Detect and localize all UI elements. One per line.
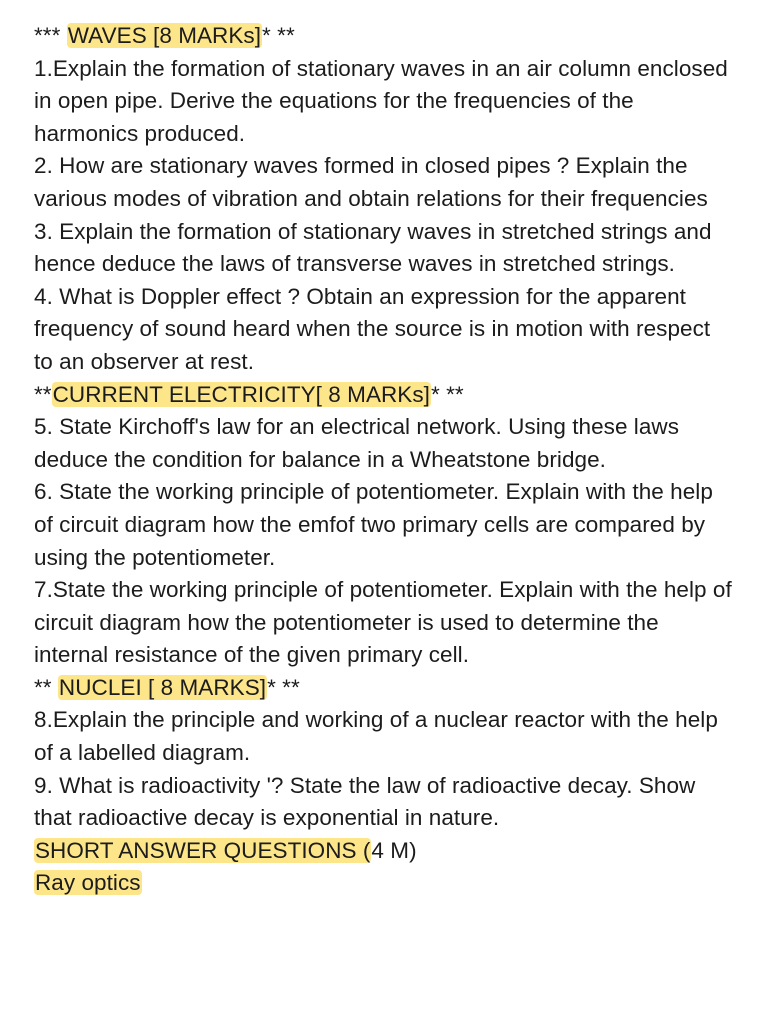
question-3: 3. Explain the formation of stationary waves in stretched strings and hence deduce the laws of transverse waves in stretched strings.	[34, 218, 712, 277]
section-heading-current-electricity	[34, 379, 734, 412]
question-2: 2. How are stationary waves formed in closed pipes ? Explain the various modes of vibration and obtain relations for their frequencies	[34, 153, 708, 211]
document-body	[34, 20, 734, 900]
question-1: 1.Explain the formation of stationary waves in an air column enclosed in open pipe. Derive the equations for the frequencies of the harmonics produced.	[34, 55, 728, 146]
subheading-ray-optics	[34, 867, 734, 900]
question-6: 6. State the working principle of potentiometer. Explain with the help of circuit diagram how the emfof two primary cells are compared by using the potentiometer.	[34, 479, 713, 570]
heading-suffix: 4 M)	[371, 837, 417, 863]
heading-title: NUCLEI [ 8 MARKS]	[58, 674, 267, 700]
question-4: 4. What is Doppler effect ? Obtain an expression for the apparent frequency of sound heard when the source is in motion with respect to an observer at rest.	[34, 283, 711, 374]
heading-title: WAVES [8 MARKs]	[67, 23, 262, 48]
heading-prefix: **	[34, 381, 52, 407]
section-heading-short-answer	[34, 835, 734, 868]
question-9: 9. What is radioactivity '? State the law of radioactive decay. Show that radioactive decay is exponential in nature.	[34, 772, 696, 831]
subheading-title: Ray optics	[35, 870, 141, 896]
heading-suffix: * **	[262, 23, 295, 48]
question-7: 7.State the working principle of potentiometer. Explain with the help of circuit diagram how the potentiometer is used to determine the internal resistance of the given primary cell.	[34, 577, 732, 668]
heading-suffix: * **	[430, 381, 464, 407]
question-5: 5. State Kirchoff's law for an electrical network. Using these laws deduce the condition for balance in a Wheatstone bridge.	[34, 414, 680, 472]
section-heading-waves	[34, 20, 734, 53]
heading-title: CURRENT ELECTRICITY[ 8 MARKs]	[52, 381, 430, 407]
heading-prefix: ***	[34, 23, 67, 48]
section-heading-nuclei	[34, 672, 734, 705]
heading-prefix: **	[34, 674, 58, 700]
heading-suffix: * **	[267, 674, 300, 700]
heading-title: SHORT ANSWER QUESTIONS (	[35, 837, 371, 863]
question-8: 8.Explain the principle and working of a nuclear reactor with the help of a labelled diagram.	[34, 707, 718, 766]
